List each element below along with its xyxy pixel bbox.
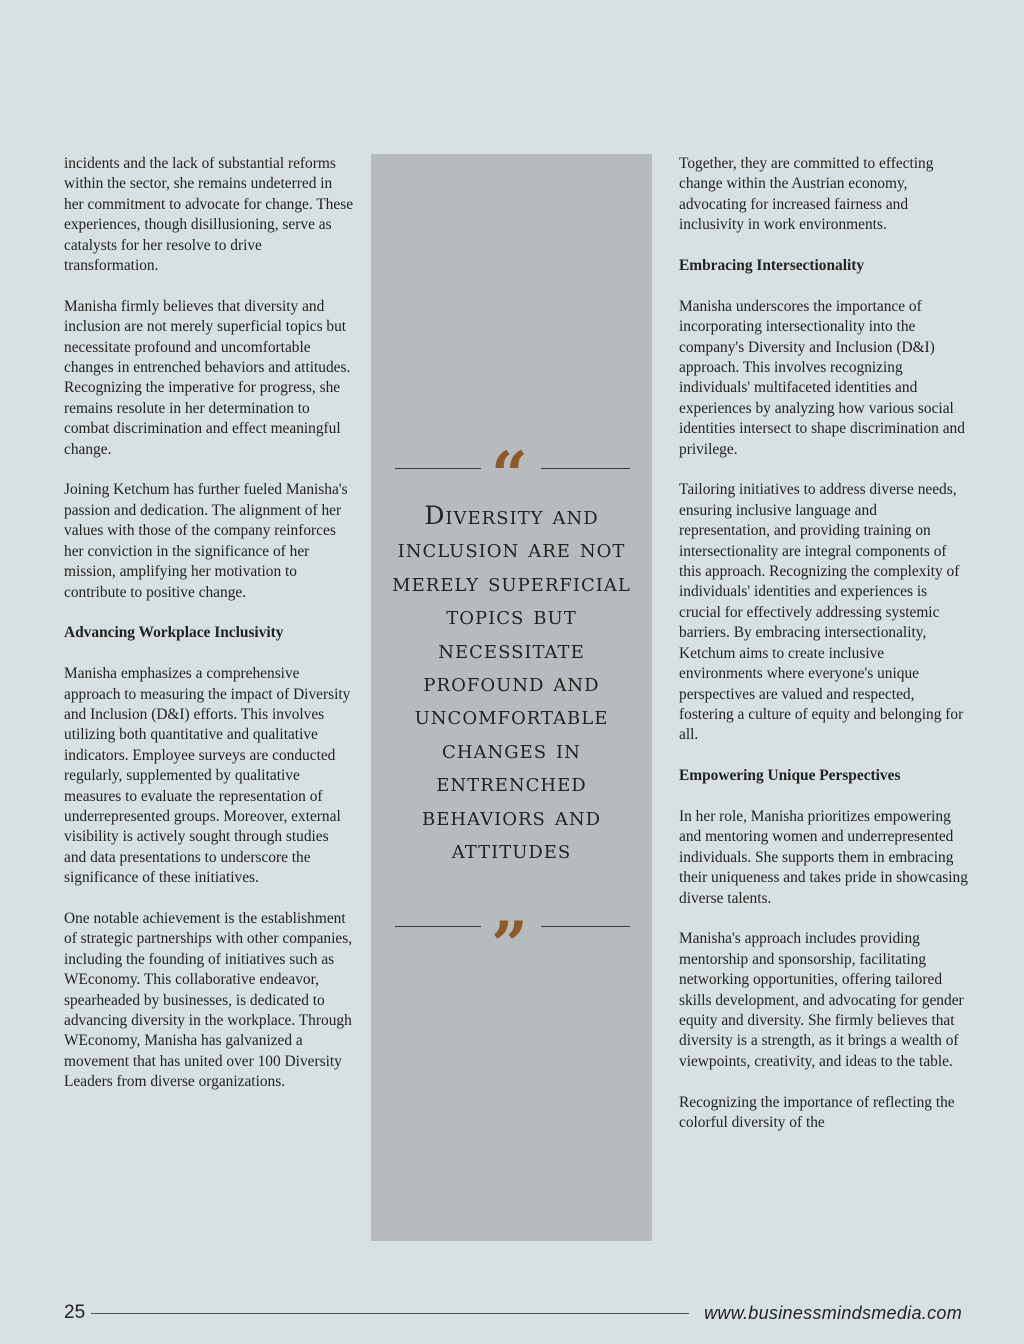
paragraph: In her role, Manisha prioritizes empowering and mentoring women and underrepresented individuals. She supports them in embracing their uniqueness and takes pride in showcasing diverse talents. — [679, 807, 968, 907]
paragraph: incidents and the lack of substantial reforms within the sector, she remains undeterred in her commitment to advocate for change. These experiences, though disillusioning, serve as catalysts for her resolve to drive transformation. — [64, 155, 354, 275]
footer-rule — [91, 1313, 689, 1314]
paragraph: Recognizing the importance of reflecting the colorful diversity of the — [679, 1093, 955, 1131]
left-column — [64, 154, 354, 1113]
section-heading: Empowering Unique Perspectives — [679, 767, 901, 785]
section-heading: Advancing Workplace Inclusivity — [64, 624, 284, 642]
paragraph: One notable achievement is the establishment of strategic partnerships with other companies, including the founding of initiatives such as WEconomy. This collaborative endeavor, spearheaded by businesses, is dedicated to advancing diversity in the workplace. Through WEconomy, Manisha has galvanized a movement that has united over 100 Diversity Leaders from diverse organizations. — [64, 909, 353, 1091]
paragraph: Together, they are committed to effecting change within the Austrian economy, advocating for increased fairness and inclusivity in work environments. — [679, 155, 934, 234]
section-heading: Embracing Intersectionality — [679, 257, 865, 275]
paragraph: Joining Ketchum has further fueled Manisha's passion and dedication. The alignment of her values with those of the company reinforces her conviction in the significance of her mission, amplifying her motivation to contribute to positive change. — [64, 481, 348, 601]
right-column — [679, 154, 969, 1154]
website-url: www.businessmindsmedia.com — [704, 1303, 962, 1323]
paragraph: Manisha's approach includes providing mentorship and sponsorship, facilitating networking opportunities, offering tailored skills development, and advocating for gender equity and diversity. She firmly believes that diversity is a strength, as it brings a wealth of viewpoints, creativity, and ideas to the table. — [679, 930, 964, 1070]
quote-rule-top-right — [541, 468, 630, 469]
paragraph: Manisha emphasizes a comprehensive approach to measuring the impact of Diversity and Inclusion (D&I) efforts. This involves utilizing both quantitative and qualitative indicators. Employee surveys are conducted regularly, supplemented by qualitative measures to evaluate the representation of underrepresented groups. Moreover, external visibility is actively sought through studies and data presentations to underscore the significance of these initiatives. — [64, 665, 351, 887]
page-number: 25 — [64, 1302, 86, 1323]
pull-quote-text: Diversity and inclusion are not merely superficial topics but necessitate profound and uncomfortable changes in entrenched behaviors and attitudes — [392, 501, 631, 865]
pull-quote-panel — [371, 154, 652, 1241]
paragraph: Tailoring initiatives to address diverse needs, ensuring inclusive language and representation, and providing training on intersectionality are integral components of this approach. Recognizing the complexity of individuals' identities and experiences is crucial for effectively addressing systemic barriers. By embracing intersectionality, Ketchum aims to create inclusive environments where everyone's unique perspectives are valued and respected, fostering a culture of equity and belonging for all. — [679, 481, 964, 744]
quote-rule-bottom-left — [395, 926, 481, 927]
paragraph: Manisha underscores the importance of incorporating intersectionality into the company's Diversity and Inclusion (D&I) approach. This involves recognizing individuals' multifaceted identities and experiences by analyzing how various social identities intersect to shape discrimination and privilege. — [679, 297, 965, 458]
quote-rule-top-left — [395, 468, 481, 469]
paragraph: Manisha firmly believes that diversity and inclusion are not merely superficial topics but necessitate profound and uncomfortable changes in entrenched behaviors and attitudes. Recognizing the imperative for progress, she remains resolute in her determination to combat discrimination and effect meaningful change. — [64, 297, 351, 458]
close-quote-icon: ” — [491, 908, 528, 983]
open-quote-icon: “ — [491, 438, 528, 513]
quote-rule-bottom-right — [541, 926, 630, 927]
